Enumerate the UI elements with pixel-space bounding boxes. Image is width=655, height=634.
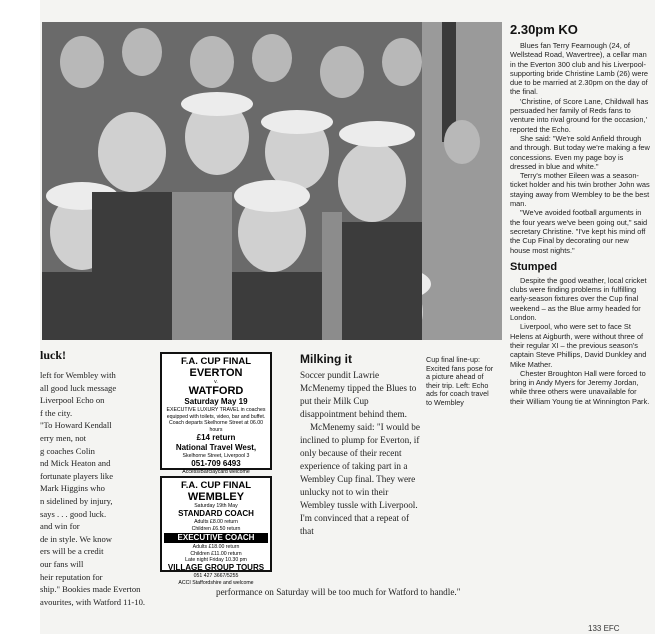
luck-line: says . . . good luck. (40, 508, 107, 519)
village-group-advert (160, 476, 272, 586)
luck-line: erry men, not (40, 432, 87, 443)
advert-telephone: 051 427 3667/5255 (193, 573, 239, 580)
advert-footer: ACCI Staffordshire and welcome (178, 579, 254, 586)
milking-paragraph: McMenemy said: "I would be inclined to plump for Everton, if only because of their recent experience of taking part in a Wembley Cup final. They were unlucky not to win their Wembley tussle with Liverpool. I'm convinced that a repeat of that (300, 422, 420, 536)
ko-paragraph: She said: "We're sold Anfield through and through. But today we're making a few concessions. Even my page boy is dressed in blue and white." (510, 133, 650, 171)
advert-address: Skelhorne Street, Liverpool 3 (182, 453, 250, 460)
luck-line: heir reputation for (40, 571, 103, 582)
luck-line: Liverpool Echo on (40, 395, 105, 406)
luck-line: and win for (40, 521, 80, 532)
advert-standard-adults: Adults £8.00 return (194, 519, 238, 526)
luck-line: our fans will (40, 558, 84, 569)
advert-late-night: Late night Friday 10.30 pm (185, 557, 247, 564)
luck-line: f the city. (40, 407, 73, 418)
advert-date: Saturday 19th May (194, 503, 238, 509)
luck-line: avourites, with Watford 11-10. (40, 596, 146, 607)
advert-team-away: WATFORD (188, 385, 244, 398)
advert-company: VILLAGE GROUP TOURS (167, 563, 265, 573)
luck-line: nd Mick Heaton and (40, 458, 111, 469)
ko-paragraph: Terry's mother Eileen was a season-ticket holder and his twin brother John was staying away from Wembley to be the best man. (510, 171, 650, 209)
luck-line: fortunate players like (40, 470, 114, 481)
luck-line: de in style. We know (40, 533, 112, 544)
right-column (510, 22, 650, 406)
luck-line: ship." Bookies made Everton (40, 584, 141, 595)
advert-executive-children: Children £11.00 return (190, 550, 242, 557)
crowd-photo-illustration (42, 22, 502, 340)
advert-venue: WEMBLEY (187, 491, 245, 503)
luck-column (40, 348, 158, 608)
ko-heading: 2.30pm KO (510, 22, 578, 37)
advert-date: Saturday May 19 (184, 397, 248, 407)
stumped-paragraph: Chester Broughton Hall were forced to bring in Andy Myers for Jeremy Jordan, while three others were unavailable for their William Young tie at Winnington Park. (510, 368, 650, 406)
ko-paragraph: 'Christine, of Score Lane, Childwall has persuaded her family of Reds fans to venture into rival ground for the occasion,' reported the Echo. (510, 96, 649, 134)
page-number: 133 EFC (588, 624, 620, 633)
advert-standard-children: Children £6.50 return (191, 525, 241, 532)
photo-caption: Cup final line-up: Excited fans pose for a picture ahead of their trip. Left: Echo ads for coach travel to Wembley (426, 355, 494, 407)
stumped-paragraph: Despite the good weather, local cricket clubs were finding problems in fulfilling early-season fixtures over the Cup final weekend – as the Blue army headed for London. (510, 275, 647, 323)
luck-line: Mark Higgins who (40, 483, 105, 494)
advert-executive-adults: Adults £18.00 return (192, 544, 240, 551)
advert-standard-coach: STANDARD COACH (178, 509, 254, 519)
advert-team-home: EVERTON (189, 367, 243, 379)
stumped-heading: Stumped (510, 260, 558, 273)
ko-paragraph: "We've avoided football arguments in the four years we've been going out," said secretary Christine. "I've kept his mind off the Cup Final by decorating our new house most nights." (510, 208, 648, 255)
ko-paragraph: Blues fan Terry Fearnough (24, of Wellstead Road, Wavertree), a cellar man in the Everton 300 club and his Liverpool-supporting bride Christine Lamb (26) were due to be married at 2.30pm on the day of the final. (510, 41, 649, 97)
luck-line: all good luck message (40, 382, 117, 393)
advert-executive-coach: EXECUTIVE COACH (164, 533, 268, 543)
luck-line: n sidelined by injury, (40, 495, 113, 506)
milking-heading: Milking it (300, 352, 352, 366)
advert-price: £14 return (196, 433, 236, 443)
luck-line: left for Wembley with (40, 370, 116, 380)
milking-paragraph: Soccer pundit Lawrie McMenemy tipped the Blues to put their Milk Cup disappointment behind them. (300, 370, 417, 419)
advert-details: EXECUTIVE LUXURY TRAVEL in coaches equipped with toilets, video, bar and buffet. Coach departs Skelhorne Street at 06.00 hours (166, 407, 266, 433)
advert-heading: F.A. CUP FINAL (180, 480, 252, 491)
stumped-paragraph: Liverpool, who were set to face St Helens at Aigburth, were without three of their regular XI – the previous season's captain Steve Phillips, David Dunkley and Mike Mather. (510, 322, 647, 369)
advert-company: National Travel West, (175, 443, 257, 453)
crowd-photo (42, 22, 502, 340)
advert-footer: Access/Barclaycard welcome (182, 469, 250, 476)
milking-column (300, 352, 422, 538)
advert-column (160, 352, 272, 586)
luck-line: ers will be a credit (40, 546, 104, 557)
advert-telephone: 051-709 6493 (191, 459, 241, 469)
national-travel-advert (160, 352, 272, 476)
advert-versus: v. (214, 379, 218, 385)
milking-tail: performance on Saturday will be too much for Watford to handle." (216, 587, 461, 597)
luck-line: g coaches Colin (40, 445, 95, 456)
luck-heading: luck! (40, 348, 67, 362)
advert-heading: F.A. CUP FINAL (180, 356, 252, 367)
luck-line: "To Howard Kendall (40, 420, 112, 431)
